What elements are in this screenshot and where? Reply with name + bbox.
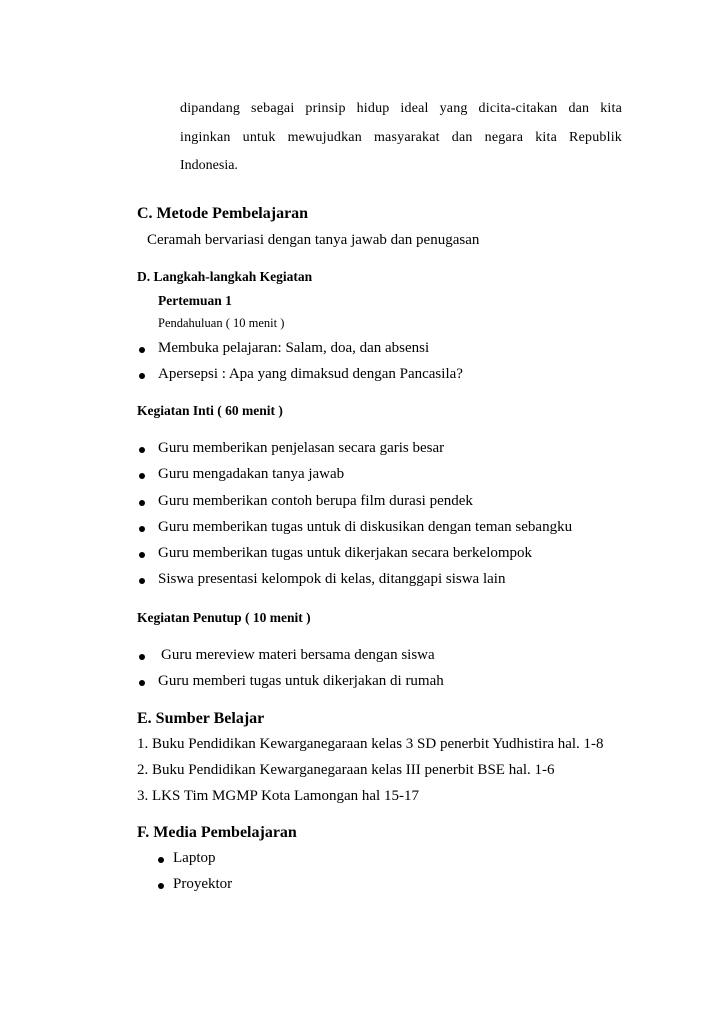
bullet-icon bbox=[139, 373, 145, 379]
source-item-1: 1. Buku Pendidikan Kewarganegaraan kelas 3 SD penerbit Yudhistira hal. 1-8 bbox=[137, 736, 604, 752]
core-activity-item-4: Guru memberikan tugas untuk di diskusikan dengan teman sebangku bbox=[158, 519, 573, 535]
bullet-icon bbox=[139, 347, 145, 353]
closing-activity-label: Kegiatan Penutup ( 10 menit ) bbox=[137, 610, 311, 625]
core-activity-label: Kegiatan Inti ( 60 menit ) bbox=[137, 403, 283, 418]
bullet-icon bbox=[139, 473, 145, 479]
section-c-heading: C. Metode Pembelajaran bbox=[137, 205, 309, 222]
bullet-icon bbox=[139, 680, 145, 686]
section-d-heading: D. Langkah-langkah Kegiatan bbox=[137, 269, 313, 284]
bullet-icon bbox=[139, 447, 145, 453]
meeting-label: Pertemuan 1 bbox=[158, 293, 232, 308]
intro-line-1: dipandang sebagai prinsip hidup ideal yang dicita-citakan dan kita bbox=[180, 101, 622, 116]
source-item-3: 3. LKS Tim MGMP Kota Lamongan hal 15-17 bbox=[137, 788, 419, 804]
core-activity-item-1: Guru memberikan penjelasan secara garis besar bbox=[158, 440, 445, 456]
bullet-icon bbox=[139, 578, 145, 584]
bullet-icon bbox=[139, 526, 145, 532]
intro-activity-label: Pendahuluan ( 10 menit ) bbox=[158, 316, 285, 330]
bullet-icon bbox=[158, 857, 164, 863]
core-activity-item-2: Guru mengadakan tanya jawab bbox=[158, 466, 345, 482]
section-c-text: Ceramah bervariasi dengan tanya jawab dan penugasan bbox=[147, 232, 480, 248]
source-item-2: 2. Buku Pendidikan Kewarganegaraan kelas III penerbit BSE hal. 1-6 bbox=[137, 762, 555, 778]
closing-activity-item-2: Guru memberi tugas untuk dikerjakan di rumah bbox=[158, 673, 444, 689]
bullet-icon bbox=[158, 883, 164, 889]
section-e-heading: E. Sumber Belajar bbox=[137, 710, 265, 727]
media-item-2: Proyektor bbox=[173, 876, 233, 892]
core-activity-item-3: Guru memberikan contoh berupa film durasi pendek bbox=[158, 493, 473, 509]
bullet-icon bbox=[139, 552, 145, 558]
bullet-icon bbox=[139, 500, 145, 506]
media-item-1: Laptop bbox=[173, 850, 216, 866]
intro-line-3: Indonesia. bbox=[180, 158, 238, 173]
core-activity-item-6: Siswa presentasi kelompok di kelas, ditanggapi siswa lain bbox=[158, 571, 506, 587]
bullet-icon bbox=[139, 654, 145, 660]
intro-activity-item-2: Apersepsi : Apa yang dimaksud dengan Pancasila? bbox=[158, 366, 463, 382]
closing-activity-item-1: Guru mereview materi bersama dengan siswa bbox=[161, 647, 435, 663]
core-activity-item-5: Guru memberikan tugas untuk dikerjakan secara berkelompok bbox=[158, 545, 533, 561]
intro-line-2: inginkan untuk mewujudkan masyarakat dan negara kita Republik bbox=[180, 130, 622, 145]
intro-activity-item-1: Membuka pelajaran: Salam, doa, dan absensi bbox=[158, 340, 430, 356]
section-f-heading: F. Media Pembelajaran bbox=[137, 824, 297, 841]
